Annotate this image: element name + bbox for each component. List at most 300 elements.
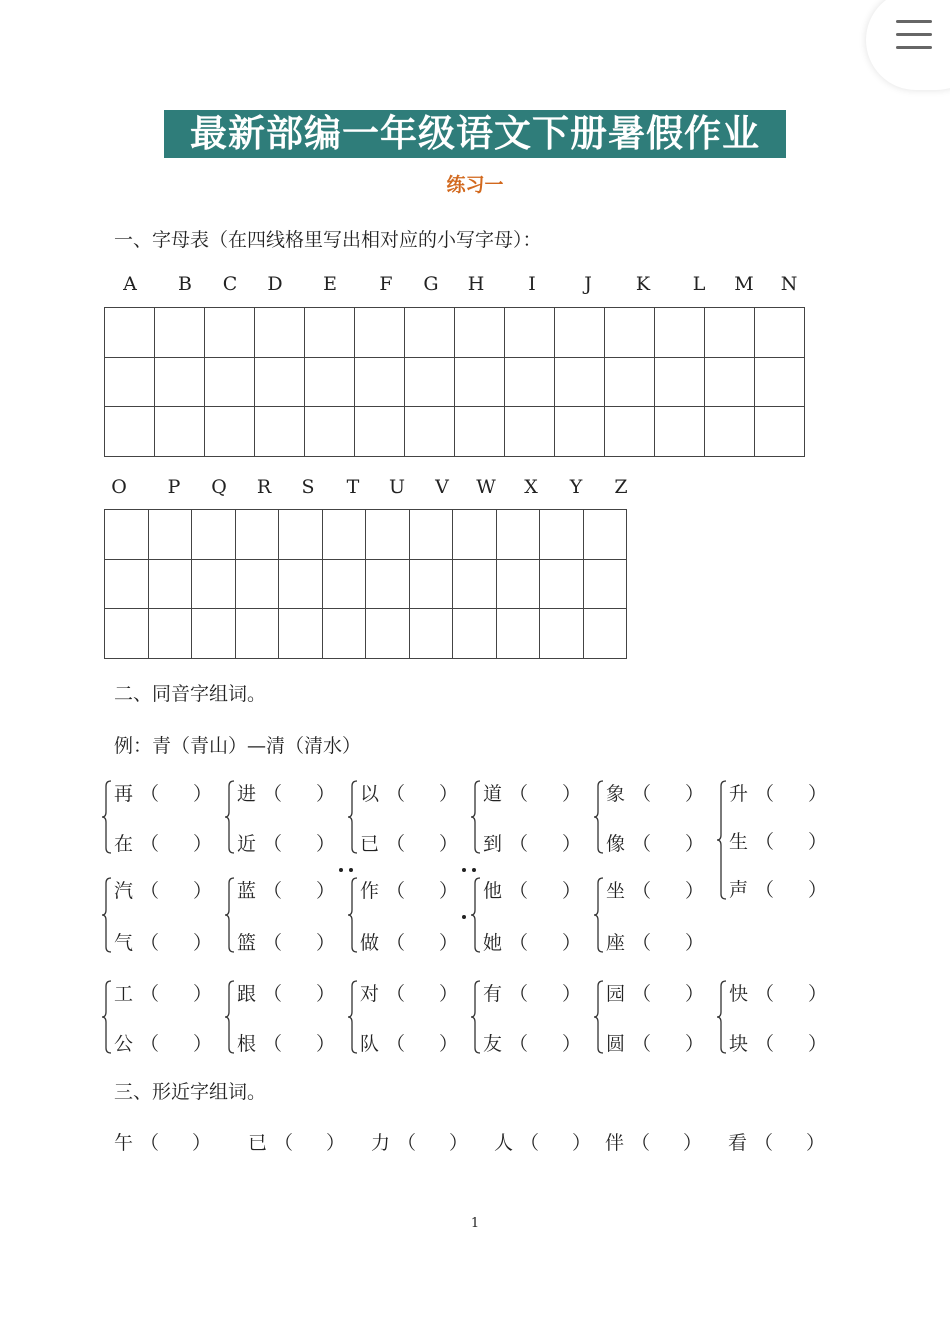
- brace-icon: [347, 779, 359, 855]
- answer-blank-close: ）: [192, 783, 212, 805]
- writing-cell[interactable]: [105, 308, 155, 358]
- writing-cell[interactable]: [584, 560, 628, 610]
- answer-blank[interactable]: （: [509, 880, 529, 902]
- writing-cell[interactable]: [105, 560, 149, 610]
- section3-heading: 三、形近字组词。: [114, 1081, 267, 1103]
- answer-blank[interactable]: （: [263, 783, 283, 805]
- brace-icon: [593, 979, 605, 1055]
- writing-cell[interactable]: [205, 407, 255, 457]
- homophone-line: [360, 779, 458, 806]
- answer-blank[interactable]: （: [754, 1132, 774, 1154]
- answer-blank-close: ）: [438, 783, 458, 805]
- homophone-char: 到: [483, 833, 503, 855]
- answer-blank-close: ）: [192, 880, 212, 902]
- writing-grid-2: [104, 509, 627, 659]
- homophone-line: [483, 829, 581, 856]
- alphabet-letter: U: [388, 476, 405, 498]
- homophone-line: [114, 979, 212, 1006]
- homophone-line: [729, 875, 827, 902]
- brace-icon: [224, 979, 236, 1055]
- writing-cell[interactable]: [540, 560, 584, 610]
- homophone-group: [719, 779, 839, 901]
- writing-cell[interactable]: [655, 308, 705, 358]
- homophone-char: 做: [360, 932, 380, 954]
- alphabet-letter: D: [267, 273, 283, 295]
- answer-blank[interactable]: （: [632, 1033, 652, 1055]
- homophone-group: [596, 876, 716, 954]
- answer-blank[interactable]: （: [386, 932, 406, 954]
- writing-cell[interactable]: [255, 308, 305, 358]
- homophone-line: [483, 779, 581, 806]
- answer-blank[interactable]: （: [263, 1033, 283, 1055]
- writing-cell[interactable]: [497, 560, 541, 610]
- answer-blank[interactable]: （: [386, 983, 406, 1005]
- homophone-char: 跟: [237, 983, 257, 1005]
- homophone-group: [719, 979, 839, 1055]
- homophone-char: 公: [114, 1033, 134, 1055]
- writing-cell[interactable]: [655, 358, 705, 408]
- homophone-line: [114, 928, 212, 955]
- homophone-char: 他: [483, 880, 503, 902]
- writing-cell[interactable]: [236, 510, 280, 560]
- answer-blank-close: ）: [572, 1132, 592, 1154]
- writing-cell[interactable]: [205, 308, 255, 358]
- answer-blank-close: ）: [807, 1033, 827, 1055]
- writing-cell[interactable]: [405, 358, 455, 408]
- brace-icon: [101, 876, 113, 954]
- homophone-char: 再: [114, 783, 134, 805]
- writing-cell[interactable]: [410, 560, 454, 610]
- writing-cell[interactable]: [149, 609, 193, 659]
- answer-blank-close: ）: [561, 833, 581, 855]
- similar-char-item: [248, 1128, 345, 1155]
- writing-cell[interactable]: [555, 358, 605, 408]
- homophone-line: [606, 779, 704, 806]
- brace-icon: [470, 876, 482, 954]
- homophone-group: [596, 779, 716, 855]
- homophone-line: [237, 779, 335, 806]
- homophone-line: [606, 1029, 704, 1056]
- alphabet-letter: J: [584, 273, 592, 295]
- writing-cell[interactable]: [323, 609, 367, 659]
- brace-icon: [347, 876, 359, 954]
- answer-blank[interactable]: （: [274, 1132, 294, 1154]
- answer-blank-close: ）: [684, 783, 704, 805]
- homophone-char: 象: [606, 783, 626, 805]
- answer-blank-close: ）: [683, 1132, 703, 1154]
- homophone-line: [729, 1029, 827, 1056]
- writing-cell[interactable]: [192, 609, 236, 659]
- alphabet-letter: Y: [569, 476, 583, 498]
- answer-blank[interactable]: （: [509, 833, 529, 855]
- answer-blank[interactable]: （: [509, 983, 529, 1005]
- brace-icon: [101, 979, 113, 1055]
- writing-cell[interactable]: [105, 358, 155, 408]
- homophone-group: [227, 979, 347, 1055]
- page-subtitle: 练习一: [446, 174, 504, 196]
- answer-blank[interactable]: （: [397, 1132, 417, 1154]
- answer-blank-close: ）: [315, 880, 335, 902]
- homophone-char: 汽: [114, 880, 134, 902]
- writing-cell[interactable]: [410, 609, 454, 659]
- answer-blank[interactable]: （: [140, 783, 160, 805]
- writing-cell[interactable]: [605, 358, 655, 408]
- writing-cell[interactable]: [155, 358, 205, 408]
- writing-cell[interactable]: [505, 407, 555, 457]
- homophone-char: 有: [483, 983, 503, 1005]
- answer-blank-close: ）: [807, 879, 827, 901]
- answer-blank-close: ）: [315, 932, 335, 954]
- writing-cell[interactable]: [305, 308, 355, 358]
- writing-cell[interactable]: [705, 308, 755, 358]
- homophone-line: [114, 829, 212, 856]
- alphabet-letter: K: [635, 273, 651, 295]
- writing-cell[interactable]: [584, 510, 628, 560]
- emphasis-dot: [349, 868, 353, 872]
- answer-blank-close: ）: [684, 880, 704, 902]
- writing-cell[interactable]: [105, 609, 149, 659]
- alphabet-letter: F: [379, 273, 393, 295]
- alphabet-letter: S: [301, 476, 315, 498]
- brace-icon: [224, 876, 236, 954]
- writing-cell[interactable]: [155, 407, 205, 457]
- writing-cell[interactable]: [405, 308, 455, 358]
- writing-cell[interactable]: [366, 560, 410, 610]
- homophone-line: [237, 829, 335, 856]
- homophone-group: [104, 779, 224, 855]
- answer-blank-close: ）: [192, 932, 212, 954]
- answer-blank[interactable]: （: [755, 1033, 775, 1055]
- answer-blank[interactable]: （: [386, 1033, 406, 1055]
- brace-icon: [716, 979, 728, 1055]
- menu-icon: [896, 20, 932, 23]
- writing-cell[interactable]: [355, 358, 405, 408]
- answer-blank[interactable]: （: [263, 880, 283, 902]
- homophone-line: [114, 876, 212, 903]
- homophone-char: 近: [237, 833, 257, 855]
- homophone-char: 根: [237, 1033, 257, 1055]
- answer-blank[interactable]: （: [632, 783, 652, 805]
- writing-cell[interactable]: [149, 560, 193, 610]
- similar-char-item: [605, 1128, 702, 1155]
- homophone-char: 生: [729, 831, 749, 853]
- writing-cell[interactable]: [540, 510, 584, 560]
- homophone-char: 园: [606, 983, 626, 1005]
- writing-cell[interactable]: [453, 510, 497, 560]
- answer-blank[interactable]: （: [140, 1033, 160, 1055]
- alphabet-letter: E: [323, 273, 337, 295]
- writing-cell[interactable]: [540, 609, 584, 659]
- homophone-group: [104, 979, 224, 1055]
- answer-blank[interactable]: （: [509, 932, 529, 954]
- answer-blank-close: ）: [315, 833, 335, 855]
- homophone-line: [729, 779, 827, 806]
- homophone-line: [360, 979, 458, 1006]
- homophone-char: 已: [360, 833, 380, 855]
- writing-grid-1: [104, 307, 805, 457]
- homophone-char: 像: [606, 833, 626, 855]
- writing-cell[interactable]: [584, 609, 628, 659]
- homophone-char: 作: [360, 880, 380, 902]
- writing-cell[interactable]: [366, 609, 410, 659]
- answer-blank[interactable]: （: [140, 932, 160, 954]
- answer-blank[interactable]: （: [386, 833, 406, 855]
- answer-blank-close: ）: [561, 932, 581, 954]
- writing-cell[interactable]: [279, 560, 323, 610]
- homophone-char: 道: [483, 783, 503, 805]
- answer-blank[interactable]: （: [632, 932, 652, 954]
- answer-blank[interactable]: （: [632, 983, 652, 1005]
- writing-cell[interactable]: [655, 407, 705, 457]
- writing-cell[interactable]: [755, 308, 805, 358]
- brace-icon: [593, 779, 605, 855]
- answer-blank[interactable]: （: [386, 783, 406, 805]
- alphabet-letter: N: [780, 273, 798, 295]
- writing-cell[interactable]: [705, 358, 755, 408]
- answer-blank-close: ）: [807, 983, 827, 1005]
- page-title: 最新部编一年级语文下册暑假作业: [164, 110, 786, 158]
- writing-cell[interactable]: [555, 308, 605, 358]
- homophone-char: 她: [483, 932, 503, 954]
- homophone-char: 工: [114, 983, 134, 1005]
- writing-cell[interactable]: [455, 407, 505, 457]
- homophone-char: 块: [729, 1033, 749, 1055]
- menu-icon: [896, 33, 932, 36]
- answer-blank[interactable]: （: [140, 833, 160, 855]
- homophone-group: [350, 876, 470, 954]
- homophone-char: 队: [360, 1033, 380, 1055]
- answer-blank-close: ）: [684, 932, 704, 954]
- answer-blank-close: ）: [438, 932, 458, 954]
- alphabet-letter: B: [178, 273, 192, 295]
- answer-blank[interactable]: （: [755, 879, 775, 901]
- answer-blank-close: ）: [449, 1132, 469, 1154]
- emphasis-dot: [462, 915, 466, 919]
- section1-heading: 一、字母表（在四线格里写出相对应的小写字母）：: [114, 229, 542, 251]
- similar-char: 已: [248, 1132, 268, 1154]
- homophone-line: [360, 876, 458, 903]
- homophone-line: [237, 876, 335, 903]
- answer-blank[interactable]: （: [509, 783, 529, 805]
- menu-button[interactable]: [866, 0, 950, 90]
- homophone-char: 快: [729, 983, 749, 1005]
- alphabet-letter: X: [524, 476, 538, 498]
- homophone-char: 篮: [237, 932, 257, 954]
- homophone-line: [483, 1029, 581, 1056]
- homophone-group: [350, 979, 470, 1055]
- alphabet-letter: W: [476, 476, 496, 498]
- writing-cell[interactable]: [279, 609, 323, 659]
- writing-cell[interactable]: [605, 407, 655, 457]
- answer-blank-close: ）: [561, 880, 581, 902]
- emphasis-dot: [462, 868, 466, 872]
- answer-blank-close: ）: [192, 1132, 212, 1154]
- writing-cell[interactable]: [453, 609, 497, 659]
- writing-cell[interactable]: [410, 510, 454, 560]
- writing-cell[interactable]: [505, 308, 555, 358]
- answer-blank-close: ）: [684, 1033, 704, 1055]
- homophone-line: [237, 1029, 335, 1056]
- writing-cell[interactable]: [455, 308, 505, 358]
- homophone-group: [473, 876, 593, 954]
- homophone-line: [606, 928, 704, 955]
- homophone-line: [360, 1029, 458, 1056]
- answer-blank-close: ）: [326, 1132, 346, 1154]
- homophone-line: [483, 979, 581, 1006]
- writing-cell[interactable]: [323, 510, 367, 560]
- answer-blank-close: ）: [438, 880, 458, 902]
- homophone-char: 气: [114, 932, 134, 954]
- alphabet-letter: M: [734, 273, 754, 295]
- homophone-char: 在: [114, 833, 134, 855]
- writing-cell[interactable]: [405, 407, 455, 457]
- alphabet-letter: A: [123, 273, 137, 295]
- writing-cell[interactable]: [192, 510, 236, 560]
- writing-cell[interactable]: [236, 609, 280, 659]
- alphabet-letter: P: [167, 476, 181, 498]
- example-text: 例：青（青山）—清（清水）: [114, 735, 362, 757]
- answer-blank-close: ）: [561, 1033, 581, 1055]
- answer-blank[interactable]: （: [140, 983, 160, 1005]
- answer-blank[interactable]: （: [755, 783, 775, 805]
- brace-icon: [470, 779, 482, 855]
- homophone-group: [104, 876, 224, 954]
- writing-cell[interactable]: [255, 407, 305, 457]
- writing-cell[interactable]: [455, 358, 505, 408]
- homophone-line: [360, 829, 458, 856]
- writing-cell[interactable]: [305, 407, 355, 457]
- section2-heading: 二、同音字组词。: [114, 683, 267, 705]
- similar-char: 伴: [605, 1132, 625, 1154]
- answer-blank[interactable]: （: [386, 880, 406, 902]
- homophone-line: [114, 779, 212, 806]
- similar-char-item: [114, 1128, 211, 1155]
- homophone-line: [237, 979, 335, 1006]
- writing-cell[interactable]: [505, 358, 555, 408]
- homophone-char: 座: [606, 932, 626, 954]
- alphabet-letter: Q: [211, 476, 227, 498]
- answer-blank[interactable]: （: [140, 1132, 160, 1154]
- answer-blank[interactable]: （: [631, 1132, 651, 1154]
- writing-cell[interactable]: [236, 560, 280, 610]
- homophone-group: [350, 779, 470, 855]
- writing-cell[interactable]: [755, 358, 805, 408]
- similar-char-item: [494, 1128, 591, 1155]
- answer-blank-close: ）: [192, 833, 212, 855]
- writing-cell[interactable]: [705, 407, 755, 457]
- homophone-group: [227, 876, 347, 954]
- writing-cell[interactable]: [355, 407, 405, 457]
- writing-cell[interactable]: [205, 358, 255, 408]
- answer-blank[interactable]: （: [263, 932, 283, 954]
- writing-cell[interactable]: [279, 510, 323, 560]
- homophone-char: 进: [237, 783, 257, 805]
- answer-blank-close: ）: [192, 983, 212, 1005]
- answer-blank[interactable]: （: [632, 880, 652, 902]
- writing-cell[interactable]: [497, 609, 541, 659]
- answer-blank[interactable]: （: [632, 833, 652, 855]
- writing-cell[interactable]: [366, 510, 410, 560]
- similar-char: 午: [114, 1132, 134, 1154]
- writing-cell[interactable]: [255, 358, 305, 408]
- alphabet-letter: C: [222, 273, 238, 295]
- answer-blank-close: ）: [438, 1033, 458, 1055]
- answer-blank[interactable]: （: [509, 1033, 529, 1055]
- answer-blank-close: ）: [561, 983, 581, 1005]
- homophone-group: [473, 779, 593, 855]
- answer-blank-close: ）: [192, 1033, 212, 1055]
- alphabet-letter: O: [111, 476, 127, 498]
- similar-char-item: [371, 1128, 468, 1155]
- answer-blank-close: ）: [806, 1132, 826, 1154]
- writing-cell[interactable]: [192, 560, 236, 610]
- homophone-line: [606, 829, 704, 856]
- writing-cell[interactable]: [155, 308, 205, 358]
- writing-cell[interactable]: [323, 560, 367, 610]
- brace-icon: [347, 979, 359, 1055]
- homophone-group: [596, 979, 716, 1055]
- answer-blank[interactable]: （: [755, 831, 775, 853]
- writing-cell[interactable]: [497, 510, 541, 560]
- homophone-char: 坐: [606, 880, 626, 902]
- similar-char-item: [728, 1128, 825, 1155]
- answer-blank[interactable]: （: [520, 1132, 540, 1154]
- answer-blank[interactable]: （: [263, 983, 283, 1005]
- homophone-char: 蓝: [237, 880, 257, 902]
- homophone-line: [114, 1029, 212, 1056]
- answer-blank-close: ）: [438, 833, 458, 855]
- writing-cell[interactable]: [555, 407, 605, 457]
- writing-cell[interactable]: [755, 407, 805, 457]
- brace-icon: [470, 979, 482, 1055]
- writing-cell[interactable]: [355, 308, 405, 358]
- homophone-char: 声: [729, 879, 749, 901]
- writing-cell[interactable]: [149, 510, 193, 560]
- homophone-line: [483, 876, 581, 903]
- answer-blank-close: ）: [807, 831, 827, 853]
- answer-blank-close: ）: [315, 1033, 335, 1055]
- homophone-line: [606, 979, 704, 1006]
- writing-cell[interactable]: [105, 407, 155, 457]
- answer-blank[interactable]: （: [263, 833, 283, 855]
- brace-icon: [224, 779, 236, 855]
- alphabet-letter: H: [467, 273, 485, 295]
- answer-blank-close: ）: [315, 783, 335, 805]
- answer-blank-close: ）: [684, 833, 704, 855]
- homophone-line: [729, 827, 827, 854]
- answer-blank-close: ）: [807, 783, 827, 805]
- alphabet-letter: Z: [614, 476, 628, 498]
- homophone-char: 圆: [606, 1033, 626, 1055]
- answer-blank[interactable]: （: [755, 983, 775, 1005]
- writing-cell[interactable]: [453, 560, 497, 610]
- writing-cell[interactable]: [305, 358, 355, 408]
- answer-blank-close: ）: [315, 983, 335, 1005]
- writing-cell[interactable]: [105, 510, 149, 560]
- brace-icon: [716, 779, 728, 901]
- homophone-group: [473, 979, 593, 1055]
- similar-char: 人: [494, 1132, 514, 1154]
- alphabet-letter: R: [256, 476, 272, 498]
- writing-cell[interactable]: [605, 308, 655, 358]
- alphabet-letter: G: [423, 273, 439, 295]
- homophone-group: [227, 779, 347, 855]
- alphabet-letter: V: [435, 476, 449, 498]
- answer-blank[interactable]: （: [140, 880, 160, 902]
- homophone-char: 友: [483, 1033, 503, 1055]
- homophone-line: [606, 876, 704, 903]
- answer-blank-close: ）: [684, 983, 704, 1005]
